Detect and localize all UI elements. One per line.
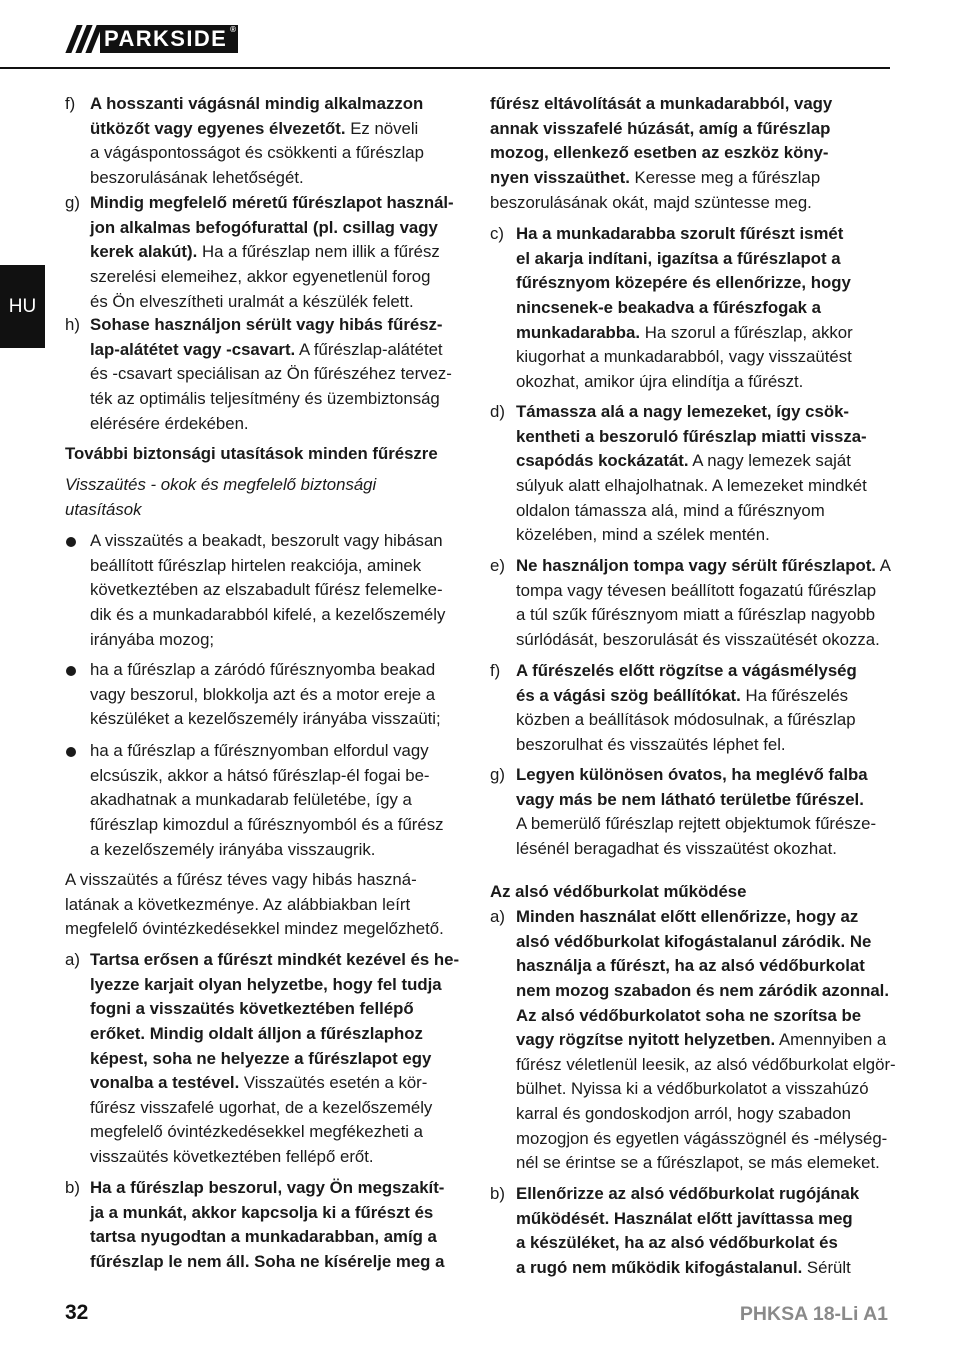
body-text: és Ön elveszítheti uralmát a készülék felett. xyxy=(90,291,414,311)
text-line xyxy=(516,628,890,653)
body-text: A nagy lemezek saját xyxy=(688,451,851,471)
bold-text: működését. Használat előtt javíttassa meg xyxy=(516,1208,853,1228)
block-text xyxy=(516,222,890,394)
text-line xyxy=(516,1004,890,1029)
bold-text: A fűrészelés előtt rögzítse a vágásmélység xyxy=(516,661,857,680)
body-text: Sérült xyxy=(802,1257,851,1277)
body-text: A xyxy=(875,556,891,575)
text-line xyxy=(90,948,470,973)
item-label: h) xyxy=(65,315,80,334)
block-text xyxy=(90,529,470,652)
text-line xyxy=(516,603,890,628)
instruction-item-f xyxy=(65,92,470,191)
bold-text: Támassza alá a nagy lemezeket, így csök- xyxy=(516,402,850,421)
block-text xyxy=(516,905,896,1176)
item-label: f) xyxy=(490,661,501,680)
text-line xyxy=(516,1207,890,1232)
text-line xyxy=(516,763,890,788)
text-line xyxy=(90,707,470,732)
block-text xyxy=(516,400,890,548)
body-text: súrlódását, beszorulását és visszaütését okozza. xyxy=(516,629,880,649)
text-line xyxy=(516,499,890,524)
bold-text: mozog, ellenkező esetben az eszköz köny- xyxy=(490,143,829,163)
text-line xyxy=(516,905,890,930)
body-text: okozhat, amikor újra elindítja a fűrészt. xyxy=(516,371,804,391)
instruction-continuation xyxy=(490,92,890,215)
text-line xyxy=(516,812,890,837)
text-line xyxy=(90,216,470,241)
text-line xyxy=(516,708,890,733)
bold-text: nem mozog szabadon és nem záródik azonnal. xyxy=(516,980,889,1000)
block-text xyxy=(90,313,470,436)
text-line xyxy=(90,240,470,265)
body-text: ha a fűrészlap a záródó fűrésznyomba beakad xyxy=(90,660,436,679)
text-line xyxy=(90,529,470,554)
bold-text: Az alsó védőburkolat működése xyxy=(490,882,747,901)
body-text: megfelelő óvintézkedésekkel mindez megelőzhető. xyxy=(65,919,444,939)
item-label: a) xyxy=(490,907,505,926)
instruction-item-b xyxy=(65,1176,470,1275)
instruction-item-h xyxy=(65,313,470,436)
block-text xyxy=(516,659,890,758)
text-line xyxy=(90,412,470,437)
text-line xyxy=(516,684,890,709)
bold-text: nincsenek-e beakadva a fűrészfogak a xyxy=(516,297,821,317)
body-text: közelében, mind a szélek mentén. xyxy=(516,525,770,545)
body-text: A fűrészlap-alátétet xyxy=(295,339,443,359)
bold-text: képest, soha ne helyezze a fűrészlapot egy xyxy=(90,1048,432,1068)
body-text: Visszaütés - okok és megfelelő biztonsági xyxy=(65,475,377,494)
text-line xyxy=(516,733,890,758)
body-text: Ha fűrészelés xyxy=(740,685,849,705)
bold-text: fűrészlap le nem áll. Soha ne kísérelje meg a xyxy=(90,1251,445,1271)
text-line xyxy=(90,628,470,653)
instruction-item-b xyxy=(490,1182,890,1281)
body-text: irányába mozog; xyxy=(90,629,215,649)
block-text xyxy=(516,554,890,653)
body-text: utasítások xyxy=(65,499,142,519)
bold-text: Az alsó védőburkolatot soha ne szorítsa be xyxy=(516,1005,862,1025)
body-text: beszorulásának okát, majd szüntesse meg. xyxy=(490,192,812,212)
block-text xyxy=(65,868,470,942)
language-tab xyxy=(0,265,45,348)
text-line xyxy=(90,554,470,579)
body-text: következtében az elszabadult fűrész felemelke- xyxy=(90,580,443,600)
section-heading xyxy=(65,442,470,467)
bullet-item xyxy=(65,739,470,862)
text-line xyxy=(516,1151,890,1176)
bold-text: A hosszanti vágásnál mindig alkalmazzon xyxy=(90,94,424,113)
text-line xyxy=(490,92,890,117)
text-line xyxy=(516,1053,896,1078)
text-line xyxy=(90,1176,470,1201)
body-text: akadhatnak a munkadarab felületébe, így a xyxy=(90,790,412,810)
text-line xyxy=(516,222,890,247)
text-line xyxy=(516,271,890,296)
body-text: a túl szűk fűrésznyom miatt a fűrészlap nagyobb xyxy=(516,605,876,625)
body-text: és -csavart speciálisan az Ön fűrészéhez tervez- xyxy=(90,364,452,384)
text-line xyxy=(90,1250,470,1275)
bold-text: fűrész eltávolítását a munkadarabból, vagy xyxy=(490,94,833,113)
text-line xyxy=(516,1102,890,1127)
text-line xyxy=(516,296,890,321)
block-text xyxy=(90,92,470,191)
bold-text: jon alkalmas befogófurattal (pl. csillag vagy xyxy=(90,217,438,237)
body-text: beszorulásának lehetőségét. xyxy=(90,167,304,187)
text-line xyxy=(90,387,470,412)
text-line xyxy=(516,579,890,604)
body-text: beszorulhat és visszaütés léphet fel. xyxy=(516,734,786,754)
body-text: A bemerülő fűrészlap rejtett objektumok fűrésze- xyxy=(516,814,877,834)
bold-text: vagy rögzítse nyitott helyzetben. xyxy=(516,1030,776,1050)
bold-text: lap-alátétet vagy -csavart. xyxy=(90,339,296,359)
brand-name: PARKSIDE xyxy=(104,26,228,51)
block-text xyxy=(490,92,890,215)
instruction-item-c xyxy=(490,222,890,394)
bullet-dot xyxy=(66,747,76,757)
text-line xyxy=(90,92,470,117)
block-text xyxy=(90,1176,470,1275)
bold-text: További biztonsági utasítások minden fűrészre xyxy=(65,444,438,463)
text-line xyxy=(516,345,890,370)
body-text: a kezelőszemély irányába visszaugrik. xyxy=(90,839,376,859)
text-line xyxy=(65,473,470,498)
logo-wordmark xyxy=(100,25,238,53)
text-line xyxy=(90,338,470,363)
text-line xyxy=(490,191,890,216)
item-label: c) xyxy=(490,224,504,243)
body-text: fűrész visszafelé ugorhat, de a kezelőszemély xyxy=(90,1097,433,1117)
block-text xyxy=(90,658,470,732)
parkside-logo xyxy=(65,25,240,53)
text-line xyxy=(90,1022,470,1047)
bullet-dot xyxy=(66,666,76,676)
instruction-item-e xyxy=(490,554,890,653)
bold-text: ütközőt vagy egyenes élvezetőt. xyxy=(90,118,346,138)
bold-text: Tartsa erősen a fűrészt mindkét kezével és he- xyxy=(90,950,460,969)
body-text: Ha szorul a fűrészlap, akkor xyxy=(640,322,853,342)
body-text: ték az optimális teljesítmény és üzembiztonság xyxy=(90,388,440,408)
text-line xyxy=(90,1120,470,1145)
header-rule xyxy=(0,67,890,69)
body-text: súlyuk alatt elhajolhatnak. A lemezeket mindkét xyxy=(516,475,867,495)
body-text: latának a következménye. Az alábbiakban leírt xyxy=(65,894,411,914)
body-text: oldalon támassza alá, mind a fűrésznyom xyxy=(516,500,825,520)
body-text: megfelelő óvintézkedésekkel megfékezheti a xyxy=(90,1122,424,1142)
bold-text: el akarja indítani, igazítsa a fűrészlapot a xyxy=(516,248,841,268)
item-label: b) xyxy=(65,1178,80,1197)
body-text: Visszaütés esetén a kör- xyxy=(239,1073,428,1093)
bold-text: Minden használat előtt ellenőrizze, hogy az xyxy=(516,907,859,926)
language-code: HU xyxy=(8,296,37,317)
body-text: dik és a munkadarabból kifelé, a kezelőszemély xyxy=(90,604,446,624)
text-line xyxy=(90,290,470,315)
text-line xyxy=(90,1145,470,1170)
body-text: kiugorhat a munkadarabból, vagy visszaütést xyxy=(516,347,852,367)
body-text: tompa vagy tévesen beállított fogazatú fűrészlap xyxy=(516,580,877,600)
bold-text: alsó védőburkolat kifogástalanul záródik. Ne xyxy=(516,931,872,951)
body-text: A visszaütés a fűrész téves vagy hibás haszná- xyxy=(65,870,417,889)
item-label: g) xyxy=(65,193,80,212)
text-line xyxy=(516,1028,890,1053)
bold-text: használja a fűrészt, ha az alsó védőburkolat xyxy=(516,956,865,976)
bold-text: a készüléket, ha az alsó védőburkolat és xyxy=(516,1233,838,1253)
block-text xyxy=(90,948,470,1170)
body-text: elcsúszik, akkor a hátsó fűrészlap-él fogai be- xyxy=(90,765,430,785)
item-label: f) xyxy=(65,94,76,113)
text-line xyxy=(90,141,470,166)
text-line xyxy=(90,1071,470,1096)
text-line xyxy=(90,313,470,338)
bold-text: Ha a munkadarabba szorult fűrészt ismét xyxy=(516,224,844,243)
bullet-dot xyxy=(66,537,76,547)
text-line xyxy=(516,554,890,579)
text-line xyxy=(90,578,470,603)
text-line xyxy=(490,141,890,166)
body-text: elérésére érdekében. xyxy=(90,413,249,433)
text-line xyxy=(90,813,470,838)
text-line xyxy=(90,191,470,216)
bold-text: lyezze karjait olyan helyzetbe, hogy fel tudja xyxy=(90,974,442,994)
block-text xyxy=(90,739,470,862)
block-text xyxy=(65,442,470,467)
body-text: Keresse meg a fűrészlap xyxy=(629,167,821,187)
instruction-item-g xyxy=(490,763,890,862)
bold-text: munkadarabba. xyxy=(516,322,641,342)
text-line xyxy=(516,930,890,955)
text-line xyxy=(90,997,470,1022)
bold-text: Legyen különösen óvatos, ha meglévő falba xyxy=(516,765,868,784)
bold-text: vagy más be nem látható területbe fűrészel. xyxy=(516,789,864,809)
text-line xyxy=(516,370,890,395)
text-line xyxy=(516,954,890,979)
text-line xyxy=(90,1225,470,1250)
bold-text: ja a munkát, akkor kapcsolja ki a fűrészt és xyxy=(90,1202,434,1222)
text-line xyxy=(490,117,890,142)
item-label: b) xyxy=(490,1184,505,1203)
bold-text: kentheti a beszoruló fűrészlap miatti vissza- xyxy=(516,426,867,446)
bold-text: vonalba a testével. xyxy=(90,1073,240,1093)
text-line xyxy=(90,739,470,764)
bold-text: és a vágási szög beállítókat. xyxy=(516,685,741,705)
bold-text: Sohase használjon sérült vagy hibás fűrész- xyxy=(90,315,443,334)
model-name: PHKSA 18-Li A1 xyxy=(739,1303,888,1325)
body-text: bülhet. Nyissa ki a védőburkolatot a visszahúzó xyxy=(516,1079,869,1099)
body-text: a vágáspontosságot és csökkenti a fűrészlap xyxy=(90,143,424,163)
bold-text: kerek alakút). xyxy=(90,242,198,262)
text-line xyxy=(65,893,470,918)
text-line xyxy=(516,425,890,450)
bold-text: erőket. Mindig oldalt álljon a fűrészlaphoz xyxy=(90,1023,423,1043)
instruction-item-f xyxy=(490,659,890,758)
text-line xyxy=(90,683,470,708)
bold-text: csapódás kockázatát. xyxy=(516,451,689,471)
text-line xyxy=(516,659,890,684)
text-line xyxy=(516,449,890,474)
instruction-item-a xyxy=(65,948,470,1170)
section-heading xyxy=(490,880,890,905)
instruction-item-g xyxy=(65,191,470,314)
body-text: szerelési elemeihez, akkor egyenetlenül forog xyxy=(90,266,431,286)
text-line xyxy=(90,1096,470,1121)
bold-text: Mindig megfelelő méretű fűrészlapot használ- xyxy=(90,193,454,212)
text-line xyxy=(516,474,890,499)
body-text: Amennyiben a xyxy=(775,1030,887,1050)
bullet-item xyxy=(65,658,470,732)
body-text: fűrészlap kimozdul a fűrésznyomból és a fűrész xyxy=(90,814,444,834)
text-line xyxy=(516,979,890,1004)
subheading-kickback xyxy=(65,473,470,522)
bullet-item xyxy=(65,529,470,652)
item-label: d) xyxy=(490,402,505,421)
text-line xyxy=(516,1077,890,1102)
body-text: Ha a fűrészlap nem illik a fűrész xyxy=(197,242,440,262)
body-text: nél se érintse se a fűrészlapot, se más elemeket. xyxy=(516,1153,880,1173)
body-text: lésénél beragadhat és visszaütést okozhat. xyxy=(516,838,837,858)
body-text: fűrész véletlenül leesik, az alsó védőburkolat elgör- xyxy=(516,1054,896,1074)
text-line xyxy=(90,603,470,628)
text-line xyxy=(516,788,890,813)
block-text xyxy=(90,191,470,314)
body-text: mozogjon és egyetlen vágásszögnél és -mélység- xyxy=(516,1128,888,1148)
text-line xyxy=(90,788,470,813)
item-label: a) xyxy=(65,950,80,969)
instruction-item-a xyxy=(490,905,896,1176)
block-text xyxy=(490,880,890,905)
text-line xyxy=(516,1256,890,1281)
text-line xyxy=(90,265,470,290)
item-label: e) xyxy=(490,556,505,575)
bold-text: fogni a visszaütés következtében fellépő xyxy=(90,999,414,1019)
block-text xyxy=(65,473,470,522)
text-line xyxy=(516,400,890,425)
text-line xyxy=(65,917,470,942)
text-line xyxy=(65,868,470,893)
bold-text: nyen visszaüthet. xyxy=(490,167,630,187)
text-line xyxy=(516,1182,890,1207)
body-text: készüléket a kezelőszemély irányába visszaüti; xyxy=(90,709,441,729)
text-line xyxy=(90,1201,470,1226)
body-text: ha a fűrészlap a fűrésznyomban elfordul vagy xyxy=(90,741,429,760)
text-line xyxy=(90,166,470,191)
body-text: beállított fűrészlap hirtelen reakciója, aminek xyxy=(90,555,422,575)
body-text: közben a beállítások módosulnak, a fűrészlap xyxy=(516,710,856,730)
text-line xyxy=(90,117,470,142)
text-line xyxy=(65,442,470,467)
text-line xyxy=(516,1127,890,1152)
text-line xyxy=(90,362,470,387)
bold-text: annak visszafelé húzását, amíg a fűrészlap xyxy=(490,118,831,138)
text-line xyxy=(516,837,890,862)
bold-text: Ellenőrizze az alsó védőburkolat rugójának xyxy=(516,1184,860,1203)
text-line xyxy=(516,523,890,548)
body-text: A visszaütés a beakadt, beszorult vagy hibásan xyxy=(90,531,443,550)
bold-text: tartsa nyugodtan a munkadarabban, amíg a xyxy=(90,1227,437,1247)
block-text xyxy=(516,763,890,862)
text-line xyxy=(516,321,890,346)
page-number: 32 xyxy=(65,1301,89,1324)
bold-text: Ne használjon tompa vagy sérült fűrészlapot. xyxy=(516,556,876,575)
body-text: Ez növeli xyxy=(345,118,419,138)
text-line xyxy=(90,838,470,863)
bold-text: fűrésznyom közepére és ellenőrizze, hogy xyxy=(516,273,851,293)
paragraph xyxy=(65,868,470,942)
text-line xyxy=(90,1047,470,1072)
item-label: g) xyxy=(490,765,505,784)
bold-text: Ha a fűrészlap beszorul, vagy Ön megszakít- xyxy=(90,1178,445,1197)
text-line xyxy=(490,166,890,191)
body-text: visszaütés következtében fellépő erőt. xyxy=(90,1147,374,1167)
body-text: vagy beszorul, blokkolja azt és a motor ereje a xyxy=(90,684,436,704)
text-line xyxy=(90,658,470,683)
text-line xyxy=(90,764,470,789)
text-line xyxy=(490,880,890,905)
text-line xyxy=(516,247,890,272)
body-text: karral és gondoskodjon arról, hogy szabadon xyxy=(516,1104,851,1124)
text-line xyxy=(90,973,470,998)
block-text xyxy=(516,1182,890,1281)
bold-text: a rugó nem működik kifogástalanul. xyxy=(516,1257,803,1277)
instruction-item-d xyxy=(490,400,890,548)
registered-mark: ® xyxy=(230,25,236,34)
text-line xyxy=(65,498,470,523)
text-line xyxy=(516,1231,890,1256)
